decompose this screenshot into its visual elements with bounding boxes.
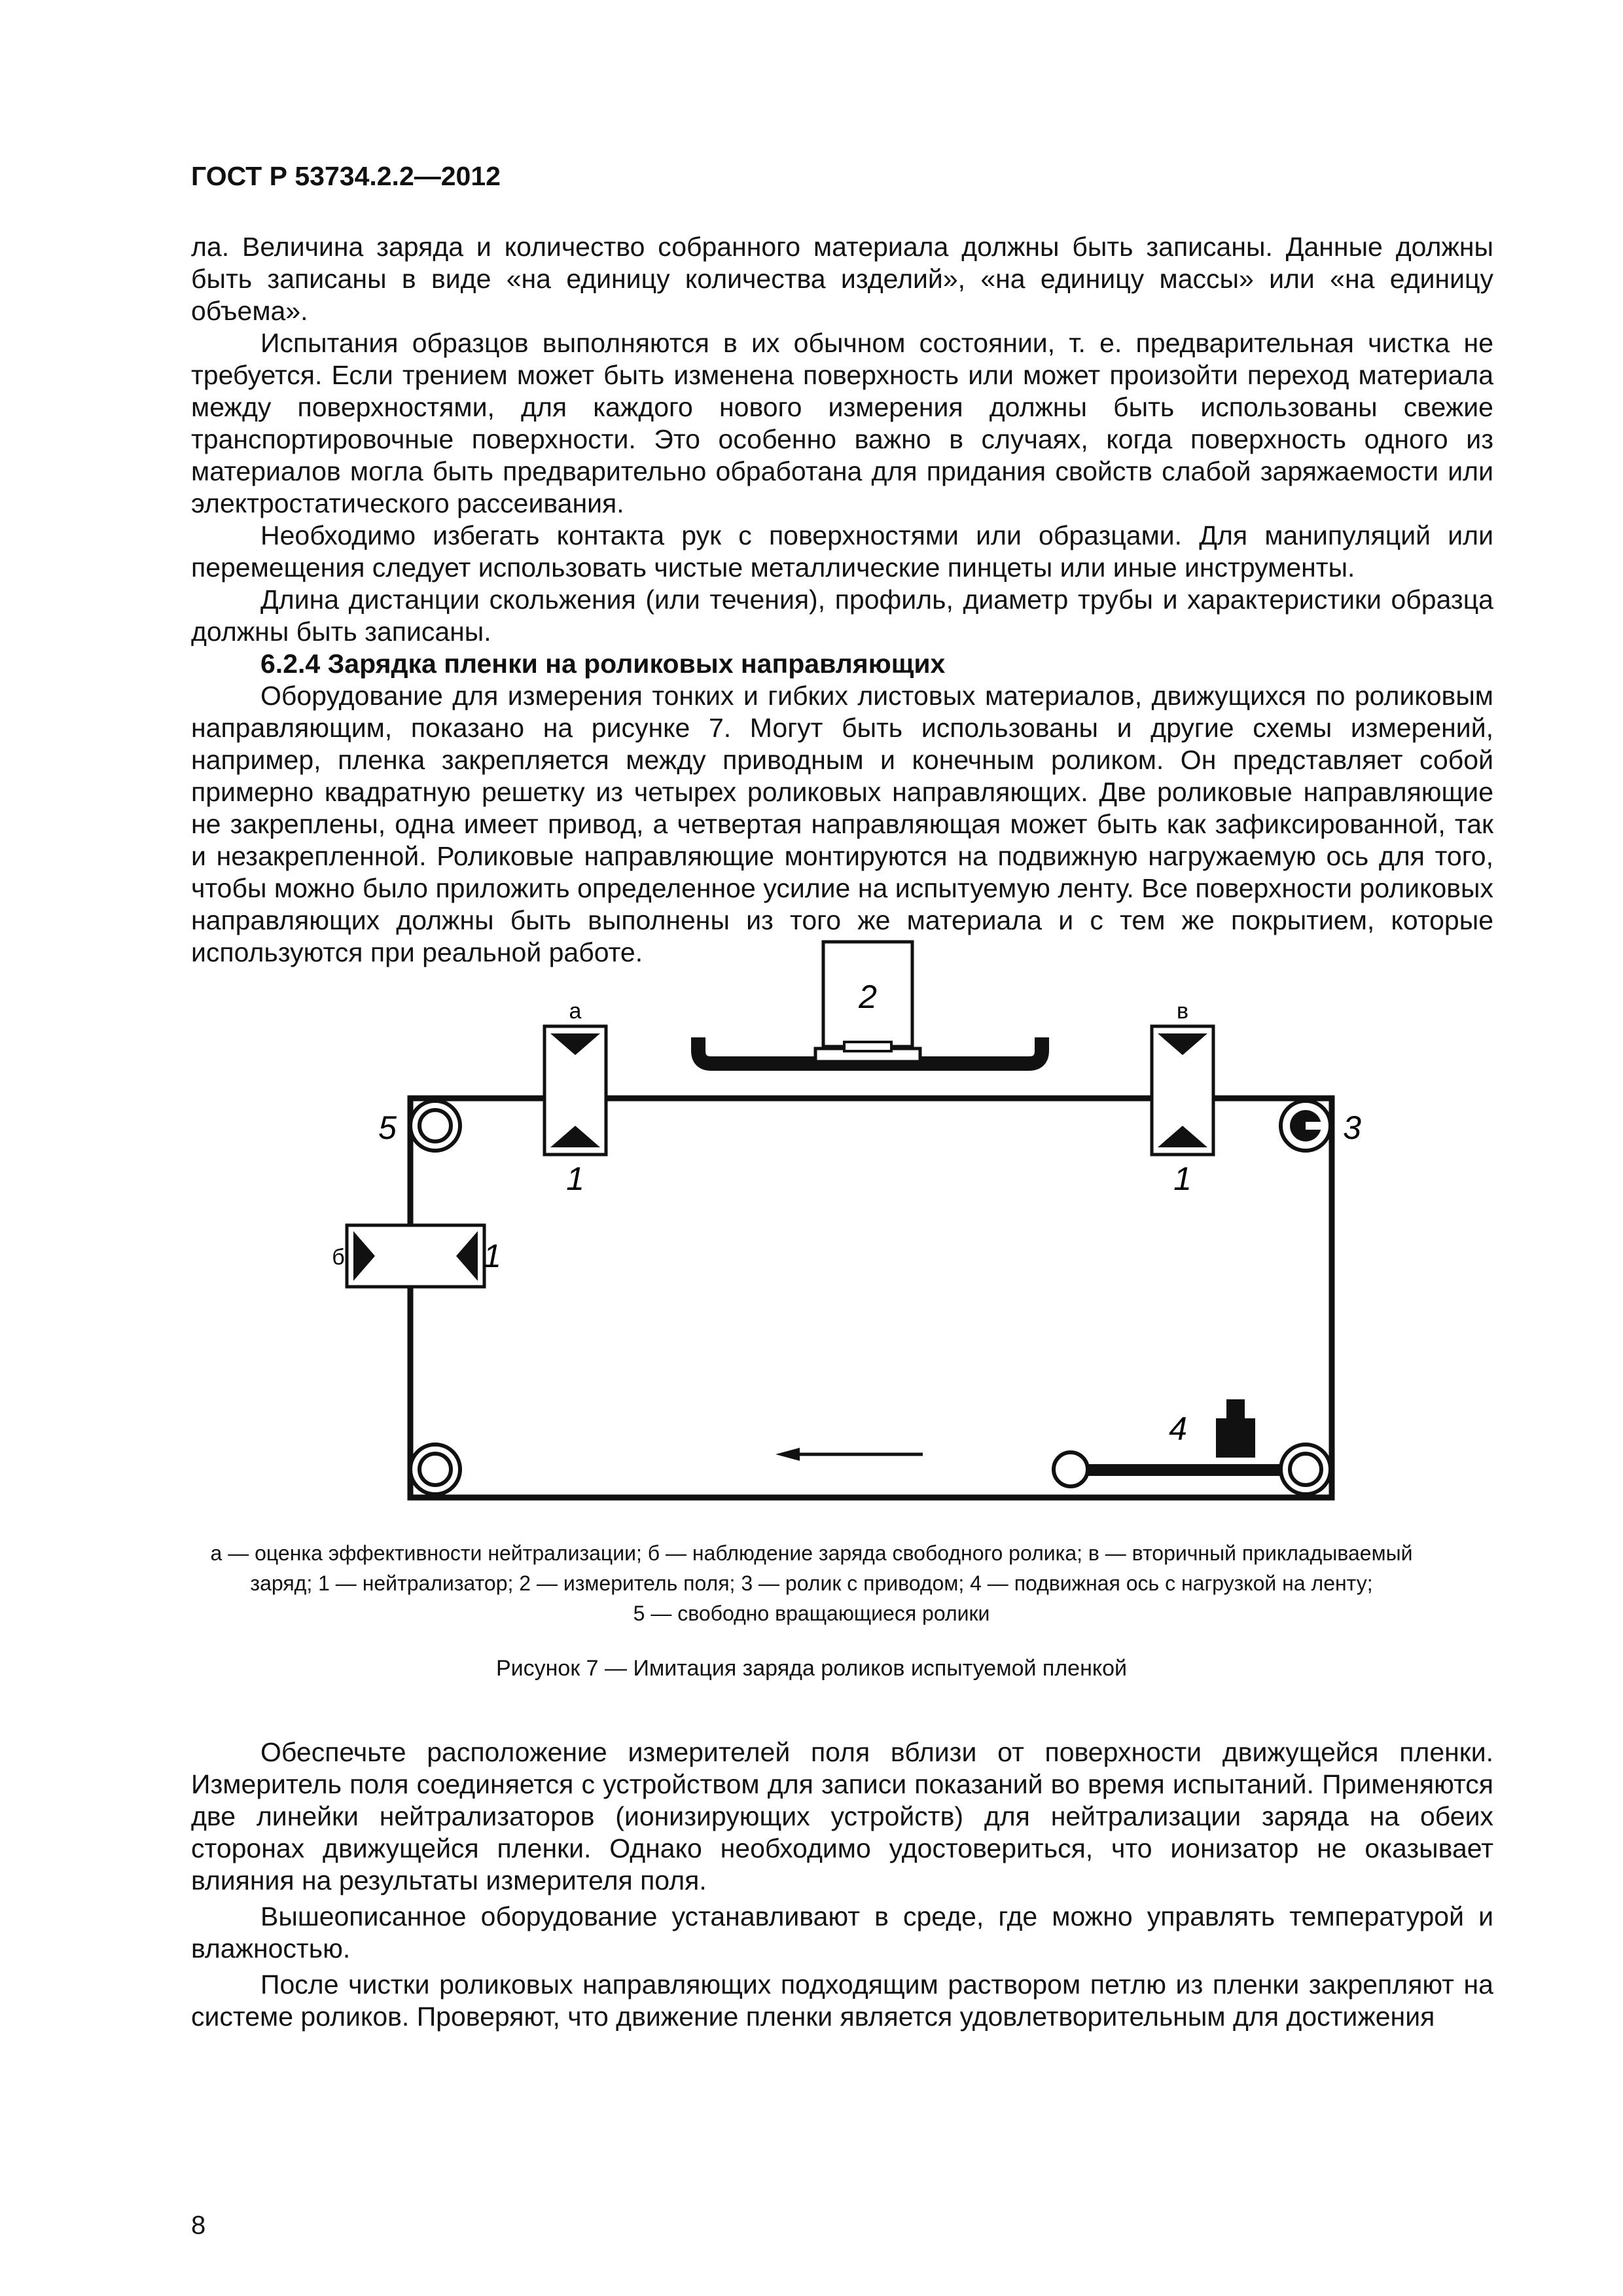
body-text-top (191, 231, 1493, 969)
paragraph: Длина дистанции скольжения (или течения), профиль, диаметр трубы и характеристики образца должны быть записаны. (191, 584, 1493, 647)
label-1-left: 1 (483, 1238, 501, 1274)
paragraph: ла. Величина заряда и количество собранного материала должны быть записаны. Данные должны быть записаны в виде «на единицу количества изделий», «на единицу массы» или «на единицу объема». (191, 232, 1493, 326)
paragraph: Вышеописанное оборудование устанавливают в среде, где можно управлять температурой и влажностью. (191, 1901, 1493, 1964)
legend-line: 5 — свободно вращающиеся ролики (633, 1602, 990, 1625)
label-v: в (1176, 999, 1189, 1024)
figure-legend (196, 1538, 1427, 1628)
load-axis-bar (1077, 1464, 1312, 1476)
figure-caption: Рисунок 7 — Имитация заряда роликов испытуемой пленкой (495, 1656, 1128, 1681)
roller-diagram (0, 936, 1623, 1512)
tensioned-roller (1281, 1444, 1330, 1494)
paragraph: Оборудование для измерения тонких и гибких листовых материалов, движущихся по роликовым направляющим, показано на рисунке 7. Могут быть использованы и другие схемы измерений, например, пленка закрепляется между приводным и конечным роликом. Он представляет собой примерно квадратную решетку из четырех роликовых направляющих. Две роликовые направляющие не закреплены, одна имеет привод, а четвертая направляющая может быть как зафиксированной, так и незакрепленной. Роликовые направляющие монтируются на подвижную нагружаемую ось для того, чтобы можно было приложить определенное усилие на испытуемую ленту. Все поверхности роликовых направляющих должны быть выполнены из того же материала и с тем же покрытием, которые используются при реальной работе. (191, 681, 1493, 967)
section-heading: 6.2.4 Зарядка пленки на роликовых направляющих (260, 649, 946, 679)
legend-line: а — оценка эффективности нейтрализации; б — наблюдение заряда свободного ролика; в — вторичный прикладываемый (210, 1541, 1413, 1565)
label-1-top-left: 1 (566, 1160, 584, 1197)
arrow-left-icon (776, 1448, 800, 1461)
paragraph: Обеспечьте расположение измерителей поля вблизи от поверхности движущейся пленки. Измеритель поля соединяется с устройством для записи показаний во время испытаний. Применяются две линейки нейтрализаторов (ионизирующих устройств) для нейтрализации заряда на обеих сторонах движущейся пленки. Однако необходимо удостовериться, что ионизатор не оказывает влияния на результаты измерителя поля. (191, 1737, 1493, 1895)
free-roller-top-left (410, 1101, 460, 1151)
legend-line: заряд; 1 — нейтрализатор; 2 — измеритель поля; 3 — ролик с приводом; 4 — подвижная ось с нагрузкой на ленту; (250, 1571, 1373, 1595)
free-roller-bottom-left (410, 1444, 460, 1494)
label-2: 2 (859, 978, 877, 1015)
label-a: а (569, 999, 582, 1024)
document-header: ГОСТ Р 53734.2.2—2012 (191, 161, 501, 191)
label-4: 4 (1169, 1410, 1187, 1447)
label-3: 3 (1343, 1109, 1361, 1146)
figure-7-diagram (0, 936, 1623, 1512)
paragraph: Испытания образцов выполняются в их обычном состоянии, т. е. предварительная чистка не требуется. Если трением может быть изменена поверхность или может произойти переход материала между поверхностями, для каждого нового измерения должны быть использованы свежие транспортировочные поверхности. Это особенно важно в случаях, когда поверхность одного из материалов могла быть предварительно обработана для придания свойств слабой заряжаемости или электростатического рассеивания. (191, 328, 1493, 518)
film-loop (410, 1098, 1332, 1498)
driven-roller (1281, 1101, 1330, 1151)
paragraph: После чистки роликовых направляющих подходящим раствором петлю из пленки закрепляют на системе роликов. Проверяют, что движение пленки является удовлетворительным для достижения (191, 1969, 1493, 2032)
label-b: б (332, 1245, 345, 1270)
load-axis-end (1054, 1452, 1088, 1486)
page-number: 8 (191, 2211, 206, 2240)
paragraph: Необходимо избегать контакта рук с поверхностями или образцами. Для манипуляций или перемещения следует использовать чистые металлические пинцеты или иные инструменты. (191, 520, 1493, 583)
field-meter-probe-tip (844, 1042, 891, 1051)
label-1-top-right: 1 (1173, 1160, 1192, 1197)
body-text-bottom (191, 1736, 1493, 2037)
load-weight-icon (1216, 1399, 1255, 1458)
label-5: 5 (378, 1109, 397, 1146)
